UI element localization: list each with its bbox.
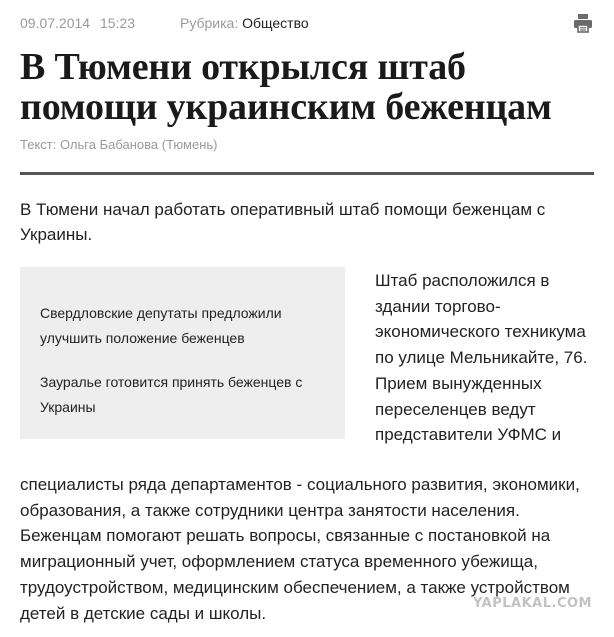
publish-time: 15:23 bbox=[100, 15, 136, 31]
related-link-1[interactable]: Свердловские депутаты предложили улучшить положение беженцев bbox=[40, 305, 282, 346]
related-link-2[interactable]: Зауралье готовится принять беженцев с Украины bbox=[40, 374, 303, 415]
article-body: специалисты ряда департаментов - социального развития, экономики, образования, а также сотрудники центра занятости населения. Беженцам помогают решать вопросы, связанные с постановкой на миграционный учет, оформлением статуса временного убежища, трудоустройством, медицинским обеспечением, а также устройством детей в детские сады и школы. bbox=[20, 475, 580, 623]
publish-date: 09.07.2014 bbox=[20, 15, 91, 31]
divider bbox=[20, 172, 594, 175]
article-meta bbox=[20, 13, 594, 33]
related-articles-box bbox=[20, 267, 345, 439]
article-body-right: Штаб расположился в здании торгово-экономического техникума по улице Мельникайте, 76. Прием вынужденных переселенцев ведут представители УФМС и bbox=[375, 271, 588, 445]
title-line-2: помощи украинским беженцам bbox=[20, 86, 552, 128]
title-line-1: В Тюмени открылся штаб bbox=[20, 46, 466, 88]
rubric-label: Рубрика: bbox=[180, 15, 239, 31]
article-title bbox=[20, 47, 600, 127]
article-author: Текст: Ольга Бабанова (Тюмень) bbox=[20, 137, 218, 152]
rubric-link[interactable]: Общество bbox=[242, 15, 309, 31]
printer-icon[interactable] bbox=[573, 13, 593, 33]
article-lead: В Тюмени начал работать оперативный штаб помощи беженцам с Украины. bbox=[20, 200, 546, 244]
rubric bbox=[180, 13, 309, 33]
watermark: YAPLAKAL.COM bbox=[473, 596, 592, 611]
